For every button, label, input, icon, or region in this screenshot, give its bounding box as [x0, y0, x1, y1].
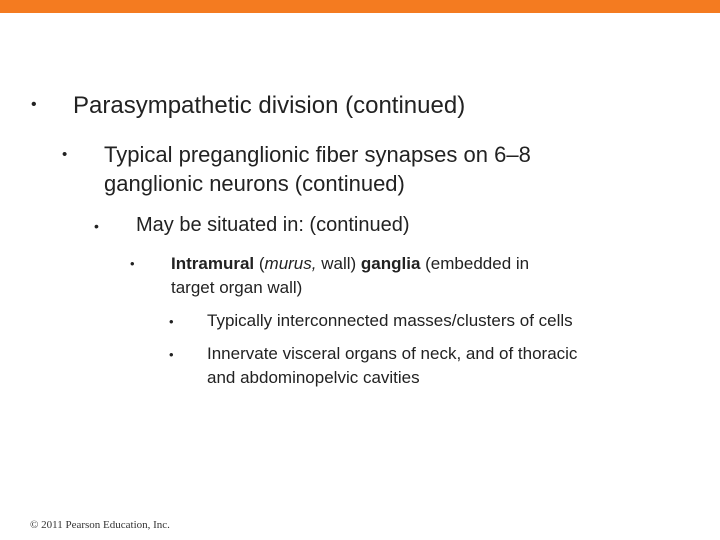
level-5-item-2-line-1: Innervate visceral organs of neck, and of thoracic — [207, 344, 578, 363]
level-1-text: Parasympathetic division (continued) — [73, 92, 466, 119]
level-2-line-2: ganglionic neurons (continued) — [104, 171, 405, 196]
level-5-item-2-line-2: and abdominopelvic cavities — [207, 368, 420, 387]
bullet-level-5: • — [169, 314, 174, 329]
level-2-line-1: Typical preganglionic fiber synapses on 6–8 — [104, 142, 531, 167]
level-4-text-1: ( — [254, 254, 265, 273]
copyright-footer: © 2011 Pearson Education, Inc. — [30, 519, 170, 531]
level-4-text-2: wall) — [316, 254, 361, 273]
level-4-line-1 — [171, 254, 529, 274]
murus-italic: murus, — [264, 254, 317, 273]
level-3-text: May be situated in: (continued) — [136, 214, 410, 236]
top-accent-bar — [0, 0, 720, 13]
level-5-item-1: Typically interconnected masses/clusters of cells — [207, 311, 573, 330]
bullet-level-5: • — [169, 347, 174, 362]
level-4-text-3: (embedded in — [420, 254, 530, 273]
bullet-level-3: • — [94, 218, 99, 234]
level-4-line-2: target organ wall) — [171, 278, 303, 297]
ganglia-bold: ganglia — [360, 254, 421, 273]
bullet-level-4: • — [130, 256, 135, 271]
bullet-level-2: • — [62, 146, 68, 163]
bullet-level-1: • — [31, 96, 37, 113]
intramural-bold: Intramural — [171, 254, 255, 273]
